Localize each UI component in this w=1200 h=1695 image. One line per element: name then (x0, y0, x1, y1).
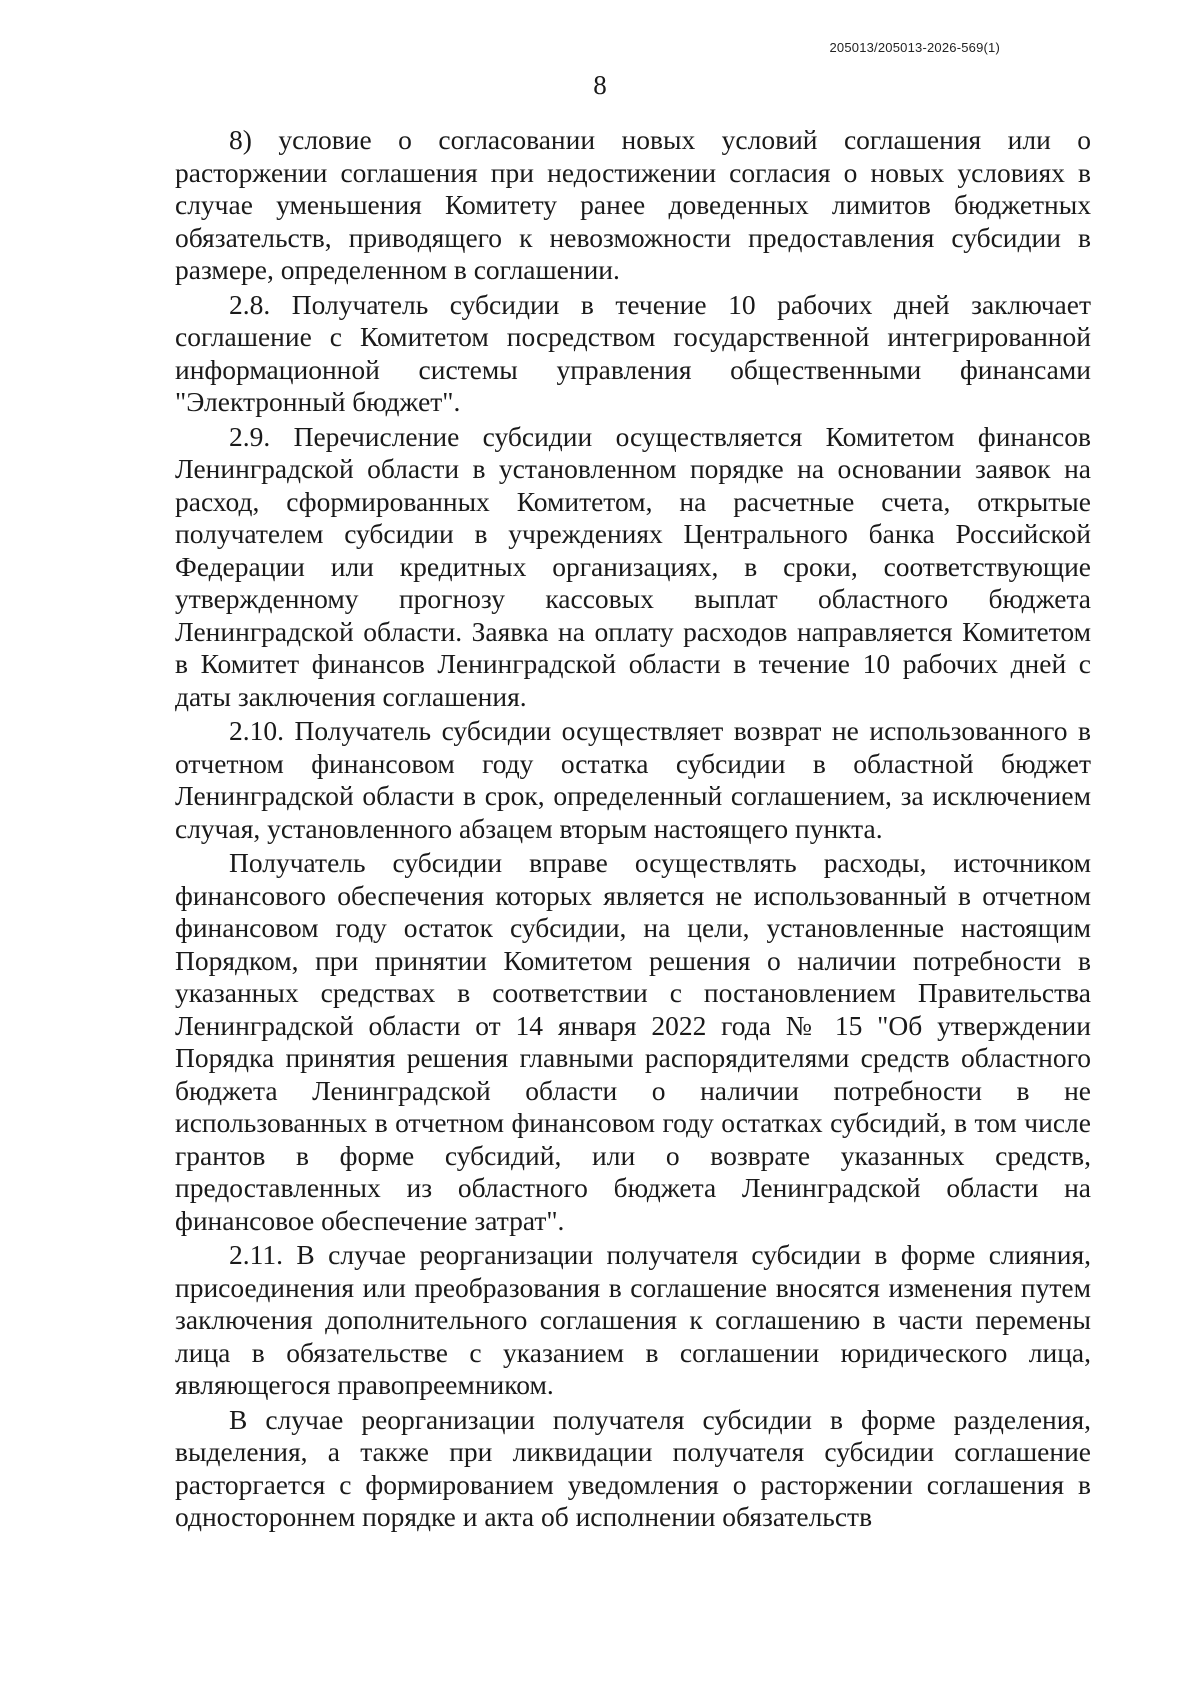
document-body (175, 124, 1091, 1534)
paragraph-2-8: 2.8. Получатель субсидии в течение 10 рабочих дней заключает соглашение с Комитетом посредством государственной интегрированной информационной системы управления общественными финансами "Электронный бюджет". (175, 288, 1091, 417)
paragraph-2-10-continued: Получатель субсидии вправе осуществлять расходы, источником финансового обеспечения которых является не использованный в отчетном финансовом году остаток субсидии, на цели, установленные настоящим Порядком, при принятии Комитетом решения о наличии потребности в указанных средствах в соответствии с постановлением Правительства Ленинградской области от 14 января 2022 года № 15 "Об утверждении Порядка принятия решения главными распорядителями средств областного бюджета Ленинградской области о наличии потребности в не использованных в отчетном финансовом году остатках субсидий, в том числе грантов в форме субсидий, или о возврате указанных средств, предоставленных из областного бюджета Ленинградской области на финансовое обеспечение затрат". (175, 847, 1091, 1236)
page-number: 8 (593, 70, 607, 100)
paragraph-item-8: 8) условие о согласовании новых условий соглашения или о расторжении соглашения при недостижении согласия о новых условиях в случае уменьшения Комитету ранее доведенных лимитов бюджетных обязательств, приводящего к невозможности предоставления субсидии в размере, определенном в соглашении. (175, 124, 1091, 285)
paragraph-2-10: 2.10. Получатель субсидии осуществляет возврат не использованного в отчетном финансовом году остатка субсидии в областной бюджет Ленинградской области в срок, определенный соглашением, за исключением случая, установленного абзацем вторым настоящего пункта. (175, 715, 1091, 844)
paragraph-2-9: 2.9. Перечисление субсидии осуществляется Комитетом финансов Ленинградской области в установленном порядке на основании заявок на расход, сформированных Комитетом, на расчетные счета, открытые получателем субсидии в учреждениях Центрального банка Российской Федерации или кредитных организациях, в сроки, соответствующие утвержденному прогнозу кассовых выплат областного бюджета Ленинградской области. Заявка на оплату расходов направляется Комитетом в Комитет финансов Ленинградской области в течение 10 рабочих дней с даты заключения соглашения. (175, 420, 1091, 712)
paragraph-2-11-continued: В случае реорганизации получателя субсидии в форме разделения, выделения, а также при ликвидации получателя субсидии соглашение расторгается с формированием уведомления о расторжении соглашения в одностороннем порядке и акта об исполнении обязательств (175, 1403, 1091, 1532)
document-id: 205013/205013-2026-569(1) (829, 40, 1000, 55)
paragraph-2-11: 2.11. В случае реорганизации получателя субсидии в форме слияния, присоединения или преобразования в соглашение вносятся изменения путем заключения дополнительного соглашения к соглашению в части перемены лица в обязательстве с указанием в соглашении юридического лица, являющегося правопреемником. (175, 1239, 1091, 1400)
